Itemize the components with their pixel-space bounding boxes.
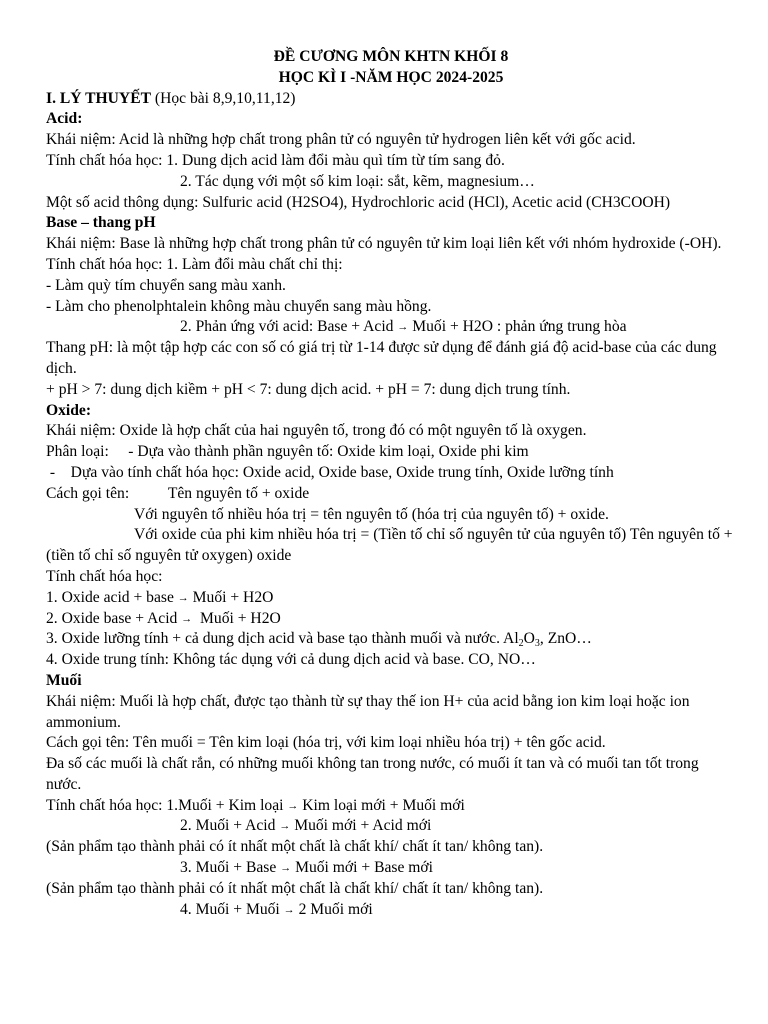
oxide-property-2-right: Muối + H2O (192, 609, 281, 627)
oxide-classification-1: Phân loại: - Dựa vào thành phần nguyên tố: Oxide kim loại, Oxide phi kim (46, 443, 529, 461)
ph-definition: Thang pH: là một tập hợp các con số có giá trị từ 1-14 được sử dụng để đánh giá độ acid-base của các dung dịch. (46, 339, 717, 377)
salt-property-1-left: Tính chất hóa học: 1.Muối + Kim loại (46, 796, 288, 814)
oxide-classification-2: - Dựa vào tính chất hóa học: Oxide acid, Oxide base, Oxide trung tính, Oxide lưỡng tính (46, 463, 614, 481)
base-property-2-left: 2. Phản ứng với acid: Base + Acid (180, 318, 398, 336)
base-heading: Base – thang pH (46, 214, 156, 232)
oxide-property-3 (46, 629, 736, 650)
salt-property-1-right: Kim loại mới + Muối mới (298, 796, 465, 814)
oxide-naming-3: Với oxide của phi kim nhiều hóa trị = (Tiền tố chỉ số nguyên tử của nguyên tố) Tên nguyên tố + (tiền tố chỉ số nguyên tử oxygen) oxide (46, 526, 733, 565)
acid-concept: Khái niệm: Acid là những hợp chất trong phân tử có nguyên tử hydrogen liên kết với gốc acid. (46, 131, 636, 149)
salt-heading: Muối (46, 671, 82, 689)
oxide-property-1 (46, 588, 736, 609)
acid-property-1: Tính chất hóa học: 1. Dung dịch acid làm đổi màu quì tím từ tím sang đỏ. (46, 151, 505, 169)
salt-property-3-right: Muối mới + Base mới (291, 859, 433, 877)
acid-property-2: 2. Tác dụng với một số kim loại: sắt, kẽm, magnesium… (180, 172, 535, 190)
salt-note-1: (Sản phẩm tạo thành phải có ít nhất một chất là chất khí/ chất ít tan/ không tan). (46, 838, 544, 856)
base-property-1: Tính chất hóa học: 1. Làm đổi màu chất chỉ thị: (46, 255, 343, 273)
arrow-icon: → (397, 321, 409, 334)
base-property-2-right: Muối + H2O : phản ứng trung hòa (408, 318, 627, 336)
document-subtitle: HỌC KÌ I -NĂM HỌC 2024-2025 (278, 68, 504, 86)
salt-property-3 (46, 858, 736, 879)
salt-note-2: (Sản phẩm tạo thành phải có ít nhất một chất là chất khí/ chất ít tan/ không tan). (46, 879, 544, 897)
subscript: 2 (518, 638, 524, 650)
salt-property-2-right: Muối mới + Acid mới (290, 817, 432, 835)
salt-property-4-right: 2 Muối mới (294, 900, 373, 918)
arrow-icon: → (279, 820, 291, 833)
salt-naming: Cách gọi tên: Tên muối = Tên kim loại (hóa trị, với kim loại nhiều hóa trị) + tên gốc acid. (46, 734, 606, 752)
ph-values: + pH > 7: dung dịch kiềm + pH < 7: dung dịch acid. + pH = 7: dung dịch trung tính. (46, 380, 571, 398)
subscript: 3 (534, 638, 540, 650)
document-title: ĐỀ CƯƠNG MÔN KHTN KHỐI 8 (273, 48, 509, 65)
salt-property-3-left: 3. Muối + Base (180, 859, 281, 877)
document-page (46, 47, 736, 920)
oxide-properties-heading: Tính chất hóa học: (46, 567, 163, 585)
arrow-icon: → (283, 903, 295, 916)
oxide-concept: Khái niệm: Oxide là hợp chất của hai nguyên tố, trong đó có một nguyên tố là oxygen. (46, 422, 587, 440)
salt-property-4-left: 4. Muối + Muối (180, 900, 284, 918)
section-heading (46, 89, 736, 110)
base-property-2 (46, 317, 736, 338)
salt-solubility: Đa số các muối là chất rắn, có những muối không tan trong nước, có muối ít tan và có muối tan tốt trong nước. (46, 755, 699, 793)
oxide-property-3-o: O (523, 630, 535, 648)
base-bullet-2: - Làm cho phenolphtalein không màu chuyển sang màu hồng. (46, 297, 432, 315)
oxide-property-2 (46, 609, 736, 630)
oxide-property-2-left: 2. Oxide base + Acid (46, 609, 182, 627)
oxide-property-3-end: , ZnO… (539, 630, 592, 648)
oxide-property-3-text: 3. Oxide lưỡng tính + cả dung dịch acid và base tạo thành muối và nước. Al (46, 630, 519, 648)
acid-common: Một số acid thông dụng: Sulfuric acid (H2SO4), Hydrochloric acid (HCl), Acetic acid (CH3COOH) (46, 193, 671, 211)
arrow-icon: → (280, 862, 292, 875)
oxide-naming-2: Với nguyên tố nhiều hóa trị = tên nguyên tố (hóa trị của nguyên tố) + oxide. (134, 505, 609, 523)
oxide-naming: Cách gọi tên: Tên nguyên tố + oxide (46, 484, 310, 502)
oxide-property-1-right: Muối + H2O (188, 588, 274, 606)
base-concept: Khái niệm: Base là những hợp chất trong phân tử có nguyên tử kim loại liên kết với nhóm hydroxide (-OH). (46, 235, 722, 253)
acid-heading: Acid: (46, 110, 83, 128)
section-title: I. LÝ THUYẾT (46, 89, 151, 107)
base-bullet-1: - Làm quỳ tím chuyển sang màu xanh. (46, 276, 286, 294)
section-note: (Học bài 8,9,10,11,12) (151, 89, 296, 107)
oxide-property-4: 4. Oxide trung tính: Không tác dụng với cả dung dịch acid và base. CO, NO… (46, 651, 536, 669)
salt-property-2 (46, 816, 736, 837)
oxide-heading: Oxide: (46, 401, 92, 419)
salt-property-2-left: 2. Muối + Acid (180, 817, 280, 835)
salt-property-1 (46, 796, 736, 817)
salt-property-4 (46, 900, 736, 921)
arrow-icon: → (181, 612, 193, 625)
arrow-icon: → (177, 591, 189, 604)
oxide-property-1-left: 1. Oxide acid + base (46, 588, 178, 606)
salt-concept: Khái niệm: Muối là hợp chất, được tạo thành từ sự thay thế ion H+ của acid bằng ion kim loại hoặc ion ammonium. (46, 692, 690, 731)
arrow-icon: → (287, 799, 299, 812)
